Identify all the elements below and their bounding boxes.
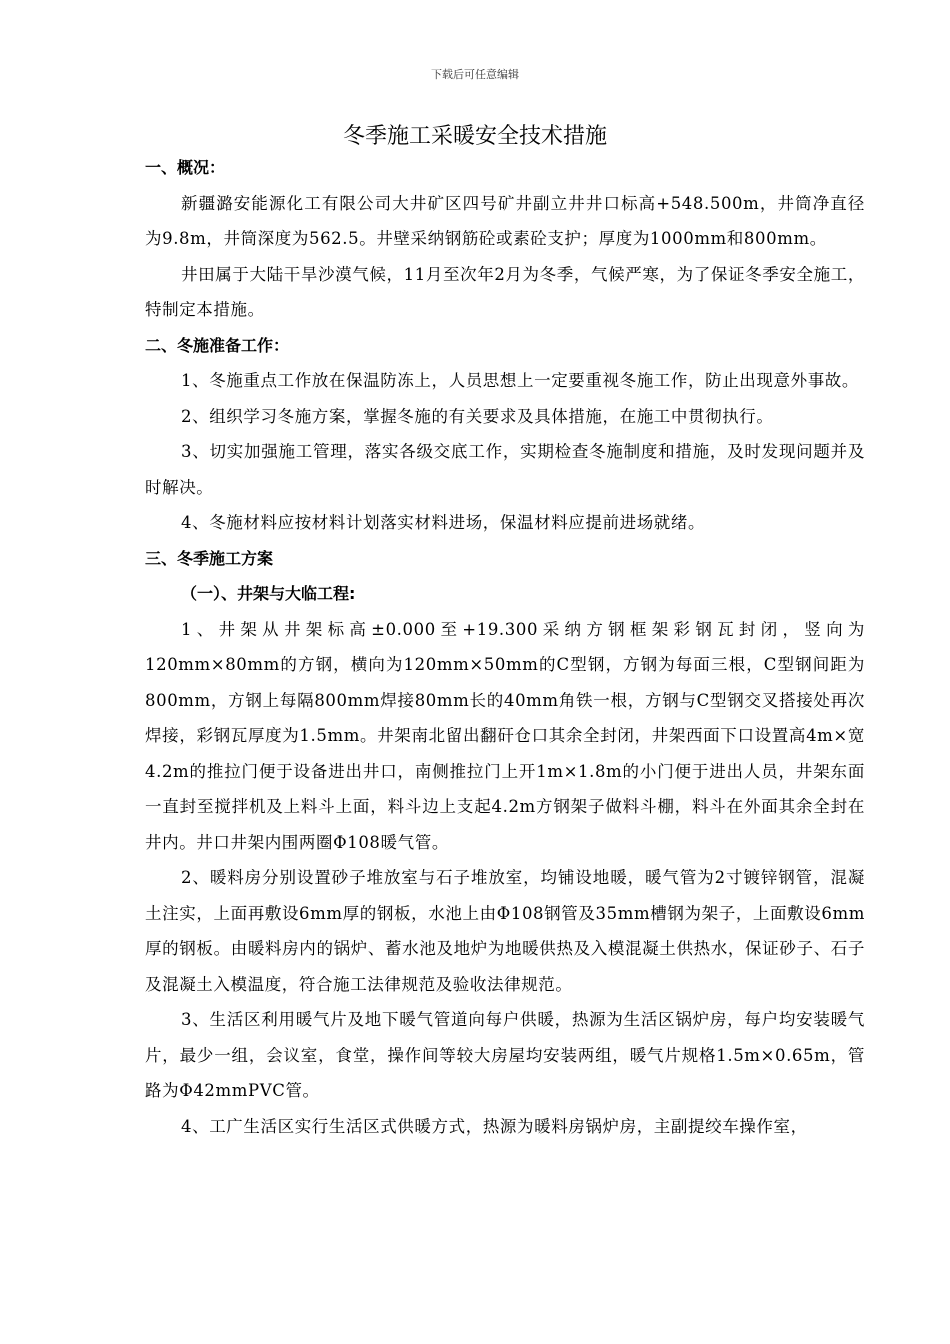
- paragraph: 1、冬施重点工作放在保温防冻上，人员思想上一定要重视冬施工作，防止出现意外事故。: [181, 371, 859, 390]
- document-body: [145, 150, 865, 1144]
- paragraph: 新疆潞安能源化工有限公司大井矿区四号矿井副立井井口标高+548.500m，井筒净直径为9.8m，井筒深度为562.5。井壁采纳钢筋砼或素砼支护；厚度为1000mm和800mm。: [145, 193, 865, 248]
- section-heading-overview: 一、概况：: [145, 158, 226, 177]
- paragraph: 3、切实加强施工管理，落实各级交底工作，实期检查冬施制度和措施，及时发现问题并及时解决。: [145, 442, 865, 497]
- subsection-heading-headframe: （一）、井架与大临工程:: [181, 584, 356, 603]
- paragraph: 4、冬施材料应按材料计划落实材料进场，保温材料应提前进场就绪。: [181, 513, 706, 532]
- paragraph: 1、井架从井架标高±0.000至+19.300采纳方钢框架彩钢瓦封闭，竖向为120mm×80mm的方钢，横向为120mm×50mm的C型钢，方钢为每面三根，C型钢间距为800mm，方钢上每隔800mm焊接80mm长的40mm角铁一根，方钢与C型钢交叉搭接处再次焊接，彩钢瓦厚度为1.5mm。井架南北留出翻矸仓口其余全封闭，井架西面下口设置高4m×宽4.2m的推拉门便于设备进出井口，南侧推拉门上开1m×1.8m的小门便于进出人员，井架东面一直封至搅拌机及上料斗上面，料斗边上支起4.2m方钢架子做料斗棚，料斗在外面其余全封在井内。井口井架内围两圈Φ108暖气管。: [145, 619, 865, 852]
- document-title: 冬季施工采暖安全技术措施: [342, 124, 607, 149]
- paragraph: 2、暖料房分别设置砂子堆放室与石子堆放室，均铺设地暖，暖气管为2寸镀锌钢管，混凝土注实，上面再敷设6mm厚的钢板，水池上由Φ108钢管及35mm槽钢为架子，上面敷设6mm厚的钢板。由暖料房内的锅炉、蓄水池及地炉为地暖供热及入模混凝土供热水，保证砂子、石子及混凝土入模温度，符合施工法律规范及验收法律规范。: [145, 868, 865, 994]
- paragraph: 井田属于大陆干旱沙漠气候，11月至次年2月为冬季，气候严寒，为了保证冬季安全施工，特制定本措施。: [145, 264, 865, 319]
- header-note: 下载后可任意编辑: [431, 68, 519, 81]
- paragraph: 4、工广生活区实行生活区式供暖方式，热源为暖料房锅炉房，主副提绞车操作室，: [181, 1116, 808, 1136]
- section-heading-plan: 三、冬季施工方案: [145, 548, 274, 568]
- section-heading-preparation: 二、冬施准备工作：: [145, 335, 290, 355]
- paragraph: 2、组织学习冬施方案，掌握冬施的有关要求及具体措施，在施工中贯彻执行。: [181, 406, 774, 426]
- paragraph: 3、生活区利用暖气片及地下暖气管道向每户供暖，热源为生活区锅炉房，每户均安装暖气片，最少一组，会议室，食堂，操作间等较大房屋均安装两组，暖气片规格1.5m×0.65m，管路为Φ42mmPVC管。: [145, 1010, 865, 1100]
